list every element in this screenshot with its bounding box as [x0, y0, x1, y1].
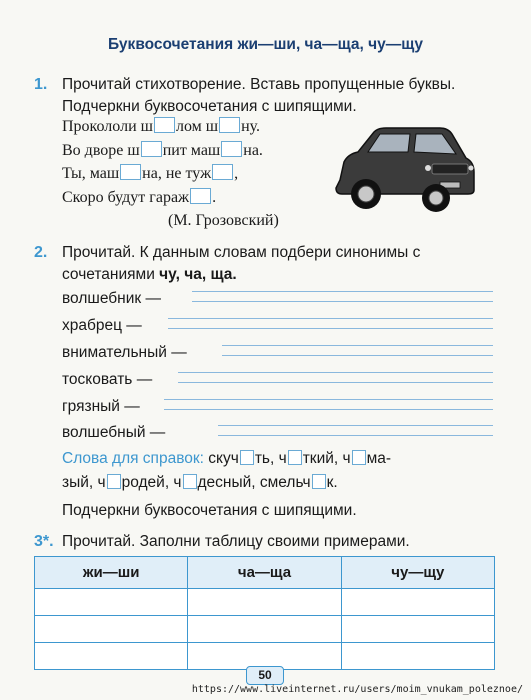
reference-words-line1: Слова для справок: скуч ть, ч ткий, ч ма- — [62, 450, 392, 467]
synonym-word: волшебник — — [62, 290, 161, 307]
table-cell[interactable] — [35, 616, 188, 643]
missing-letter-box[interactable] — [120, 164, 141, 180]
car-icon — [328, 118, 478, 218]
table-cell[interactable] — [188, 616, 341, 643]
synonym-answer-line[interactable] — [164, 399, 493, 410]
exercise-1-instruction-line1: Прочитай стихотворение. Вставь пропущенные буквы. — [62, 76, 456, 93]
table-cell[interactable] — [35, 643, 188, 670]
synonym-word: грязный — — [62, 398, 140, 415]
synonym-word: волшебный — — [62, 424, 166, 441]
page-number: 50 — [246, 666, 284, 685]
examples-table — [34, 556, 495, 670]
missing-letter-box[interactable] — [107, 474, 121, 489]
exercise-3-instruction: Прочитай. Заполни таблицу своими примерами. — [62, 533, 410, 550]
table-cell[interactable] — [188, 589, 341, 616]
poem-line-4: Скоро будут гараж . — [62, 188, 217, 206]
poem-line-3: Ты, маш на, не туж , — [62, 165, 239, 182]
exercise-2-instruction-line2: сочетаниями чу, ча, ща. — [62, 266, 237, 283]
synonym-answer-line[interactable] — [168, 318, 493, 329]
table-row — [35, 616, 495, 643]
table-header-row — [35, 557, 495, 589]
synonym-answer-line[interactable] — [192, 291, 493, 302]
table-row — [35, 589, 495, 616]
exercise-2-number: 2. — [34, 244, 48, 261]
reference-label: Слова для справок: — [62, 450, 204, 467]
poem — [62, 117, 263, 211]
missing-letter-box[interactable] — [141, 141, 162, 157]
synonym-word: храбрец — — [62, 317, 142, 334]
exercise-2-instruction-line1: Прочитай. К данным словам подбери синонимы с — [62, 244, 421, 261]
exercise-3-number: 3*. — [34, 533, 54, 550]
synonym-answer-line[interactable] — [218, 425, 493, 436]
missing-letter-box[interactable] — [183, 474, 197, 489]
synonym-answer-line[interactable] — [178, 372, 493, 383]
missing-letter-box[interactable] — [219, 117, 240, 133]
exercise-1-number: 1. — [34, 76, 48, 93]
missing-letter-box[interactable] — [312, 474, 326, 489]
watermark-url: https://www.liveinternet.ru/users/moim_vnukam_poleznoe/ — [191, 684, 523, 695]
poem-line-2: Во дворе ш пит маш на. — [62, 141, 263, 159]
table-cell[interactable] — [341, 589, 494, 616]
missing-letter-box[interactable] — [212, 164, 233, 180]
table-cell[interactable] — [35, 589, 188, 616]
poem-line-1: Прокололи ш лом ш ну. — [62, 118, 261, 135]
synonym-word: внимательный — — [62, 344, 187, 361]
synonym-answer-line[interactable] — [222, 345, 493, 356]
missing-letter-box[interactable] — [190, 188, 211, 204]
missing-letter-box[interactable] — [154, 117, 175, 133]
exercise-2-underline-task: Подчеркни буквосочетания с шипящими. — [62, 502, 357, 519]
table-cell[interactable] — [341, 616, 494, 643]
page-title: Буквосочетания жи—ши, ча—ща, чу—щу — [108, 36, 423, 53]
table-cell[interactable] — [341, 643, 494, 670]
table-header: чу—щу — [341, 557, 494, 589]
reference-words-line2: зый, ч родей, ч десный, смельч к. — [62, 474, 338, 491]
missing-letter-box[interactable] — [352, 450, 366, 465]
missing-letter-box[interactable] — [221, 141, 242, 157]
missing-letter-box[interactable] — [240, 450, 254, 465]
exercise-1-instruction-line2: Подчеркни буквосочетания с шипящими. — [62, 98, 357, 115]
poem-author: (М. Грозовский) — [168, 212, 279, 229]
synonym-word: тосковать — — [62, 371, 153, 388]
table-header: ча—ща — [188, 557, 341, 589]
table-header: жи—ши — [35, 557, 188, 589]
missing-letter-box[interactable] — [288, 450, 302, 465]
